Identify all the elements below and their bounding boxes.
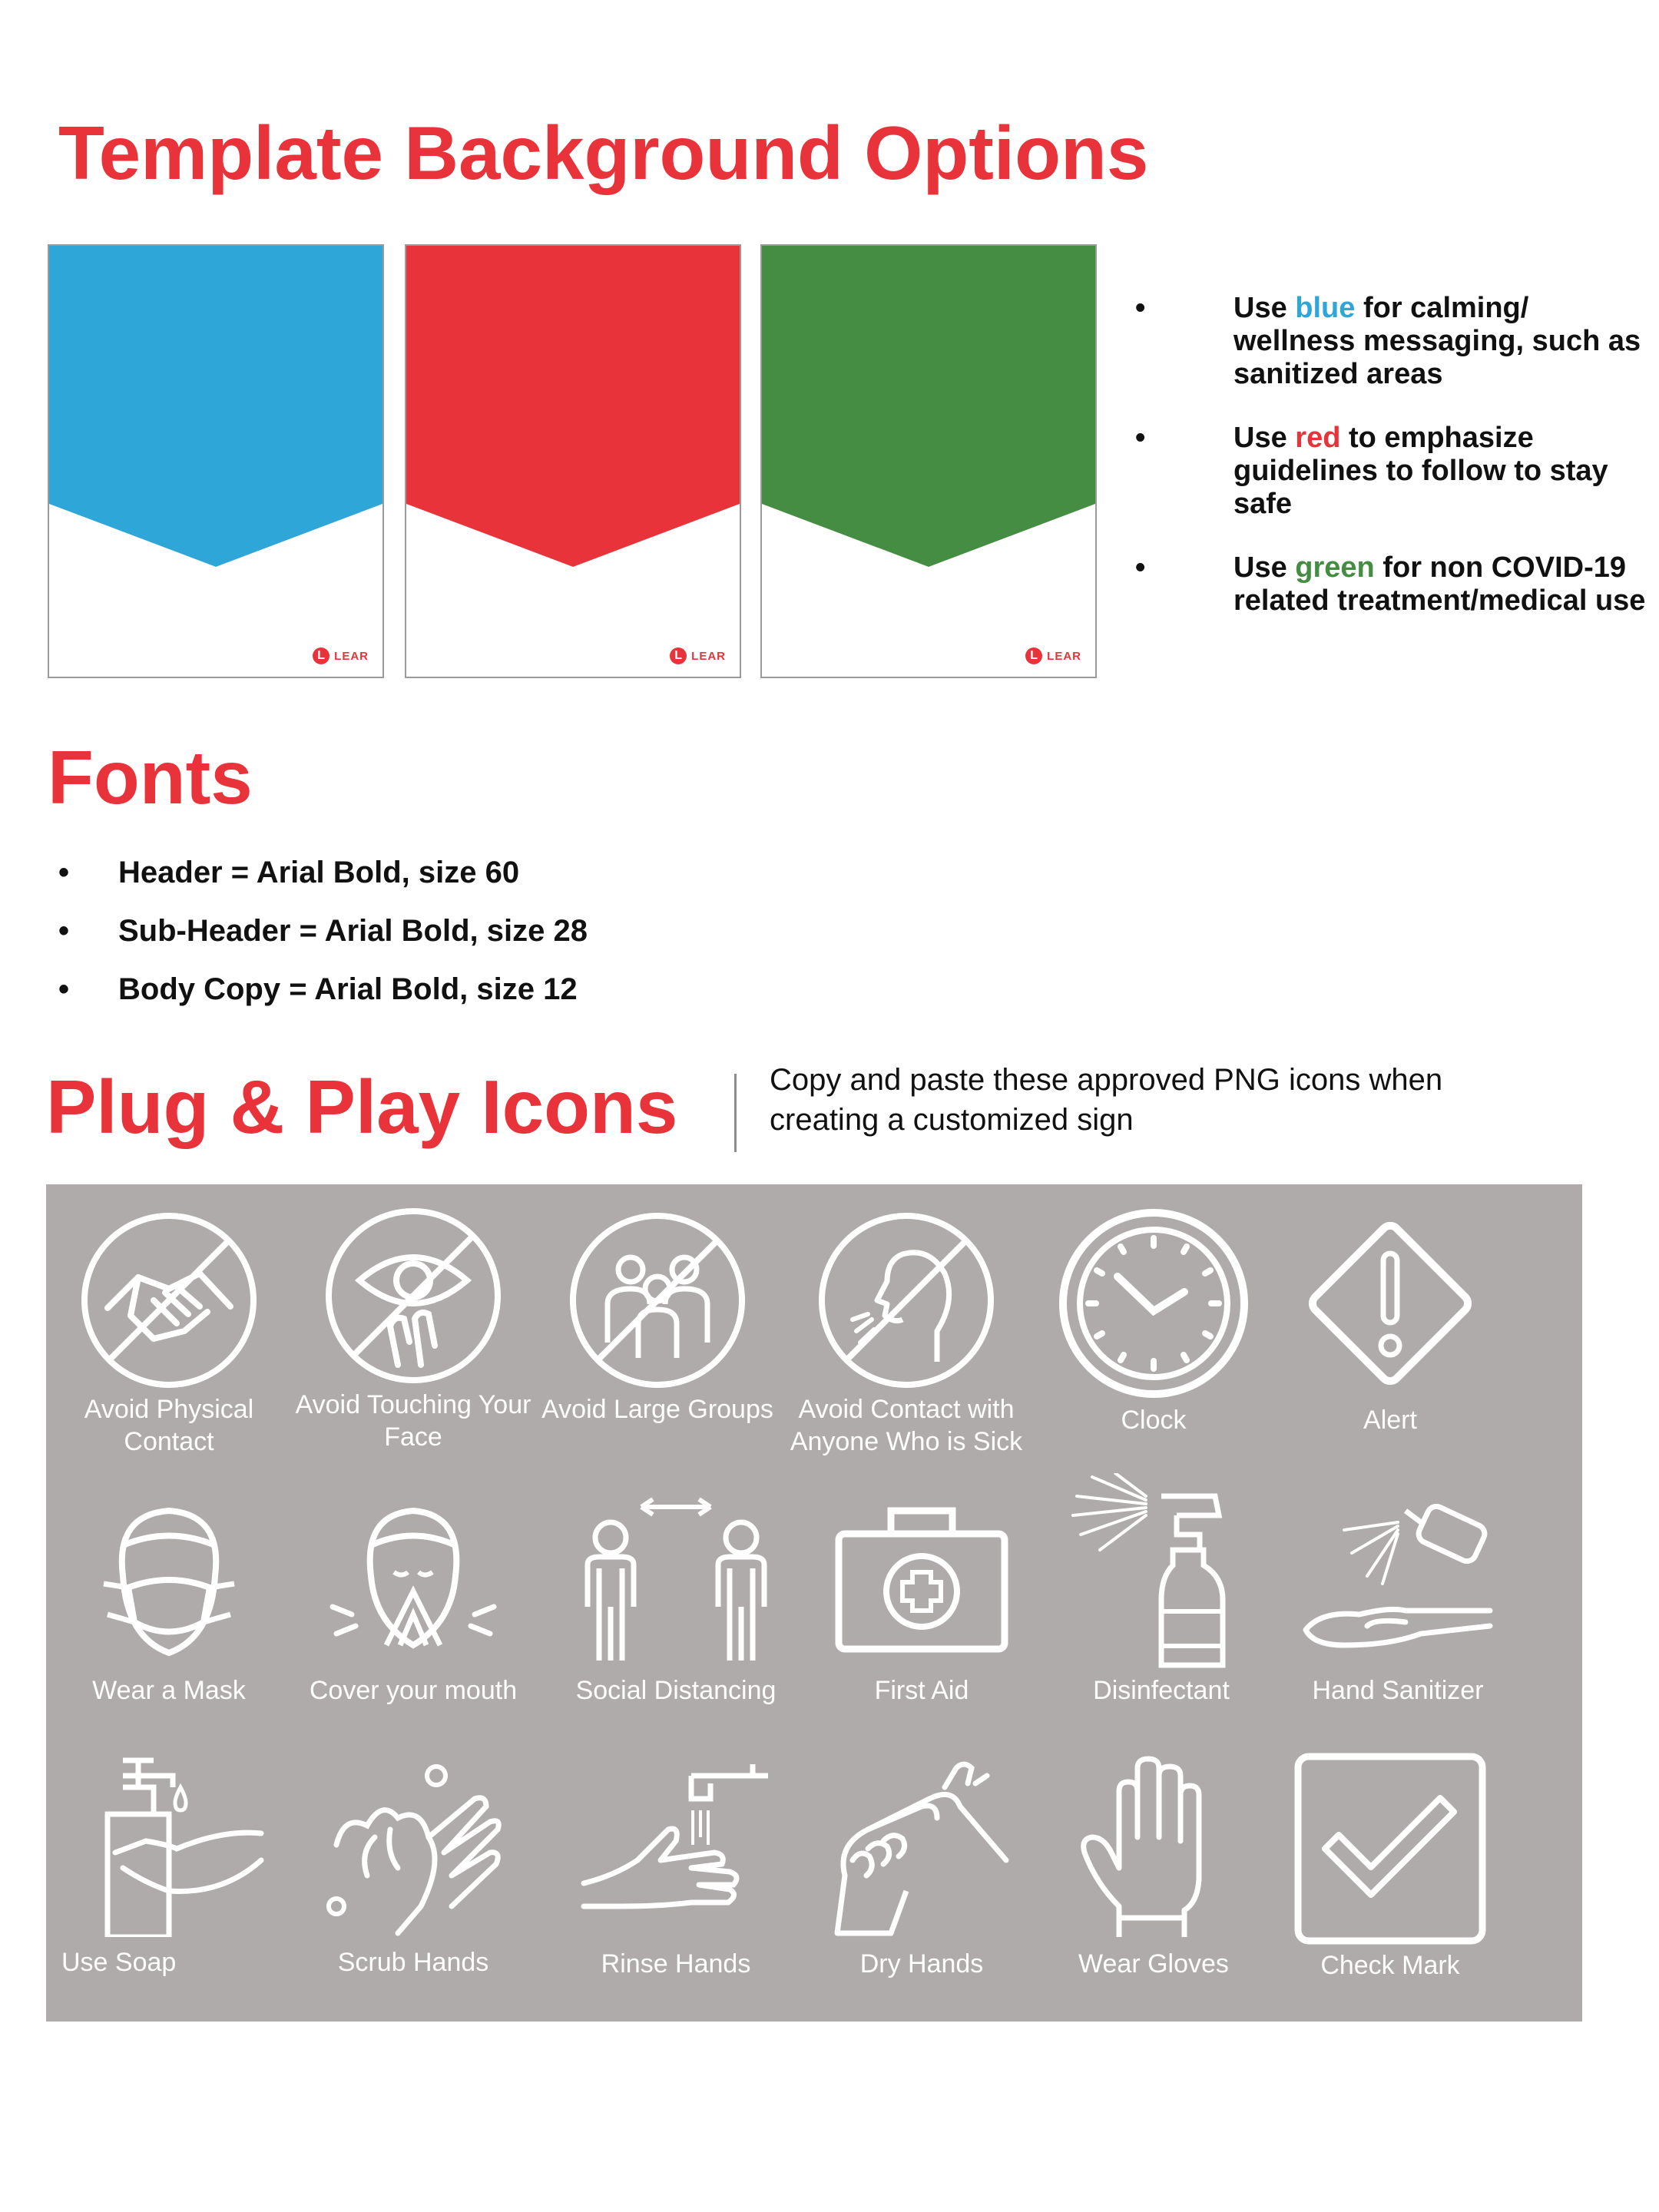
icon-tile[interactable] [1275, 1484, 1521, 1730]
icon-label: Alert [1363, 1406, 1417, 1435]
icon-tile[interactable] [290, 1492, 536, 1737]
icon-tile[interactable] [46, 1212, 292, 1458]
lear-logo: L LEAR [670, 647, 726, 664]
icon-tile[interactable] [46, 1753, 292, 1998]
icon-tile[interactable] [290, 1207, 536, 1453]
fonts-list [58, 854, 588, 1029]
icon-label: Wear a Mask [92, 1676, 246, 1705]
icon-label: Avoid Touching Your Face [295, 1390, 531, 1452]
no-face-touch-icon [325, 1207, 502, 1384]
icon-label: Dry Hands [859, 1949, 984, 1979]
mask-icon [81, 1492, 257, 1668]
icon-tile[interactable] [46, 1492, 292, 1737]
icon-tile[interactable] [1031, 1207, 1277, 1453]
icons-title: Plug & Play Icons [46, 1065, 678, 1149]
icon-label: Social Distancing [575, 1676, 777, 1705]
icon-tile[interactable] [799, 1492, 1045, 1737]
icon-panel [46, 1184, 1582, 2022]
icon-label: Wear Gloves [1078, 1949, 1229, 1979]
icon-label: Check Mark [1320, 1951, 1460, 1980]
icon-tile[interactable] [799, 1753, 1045, 1998]
color-usage-list [1135, 292, 1648, 648]
icon-tile[interactable] [290, 1753, 536, 1998]
scrub-hands-icon [313, 1753, 513, 1937]
icon-tile[interactable] [1038, 1473, 1284, 1719]
soap-icon [69, 1753, 269, 1937]
icon-label: Use Soap [61, 1948, 177, 1977]
alert-icon [1294, 1207, 1486, 1399]
no-groups-icon [569, 1212, 746, 1389]
template-red [405, 244, 741, 678]
icon-tile[interactable] [535, 1212, 780, 1458]
spray-bottle-icon [1061, 1473, 1261, 1673]
icon-label: Clock [1121, 1406, 1187, 1435]
list-item: • Header = Arial Bold, size 60 [58, 856, 520, 889]
icon-tile[interactable] [1267, 1753, 1513, 1998]
rinse-hands-icon [576, 1753, 776, 1937]
lear-logo: L LEAR [1025, 647, 1081, 664]
list-item: • Sub-Header = Arial Bold, size 28 [58, 914, 588, 948]
list-item: • Use green for non COVID-19 related treatment/medical use [1135, 551, 1646, 617]
fonts-title: Fonts [48, 735, 253, 820]
list-item: • Body Copy = Arial Bold, size 12 [58, 972, 578, 1006]
social-distancing-icon [568, 1492, 783, 1668]
list-item: • Use blue for calming/ wellness messaging, such as sanitized areas [1135, 292, 1641, 390]
icon-tile[interactable] [1267, 1207, 1513, 1453]
first-aid-icon [830, 1492, 1014, 1668]
dry-hands-icon [822, 1753, 1022, 1937]
icon-label: First Aid [874, 1676, 969, 1705]
icon-label: Avoid Large Groups [541, 1395, 773, 1424]
clock-icon [1058, 1207, 1250, 1399]
icon-tile[interactable] [1031, 1753, 1277, 1998]
icon-tile[interactable] [783, 1212, 1029, 1458]
glove-icon [1065, 1753, 1242, 1937]
icon-label: Cover your mouth [309, 1676, 518, 1705]
template-options-title: Template Background Options [58, 111, 1149, 195]
cover-mouth-icon [317, 1492, 509, 1668]
template-green [760, 244, 1097, 678]
icon-label: Rinse Hands [601, 1949, 751, 1979]
icon-label: Avoid Physical Contact [84, 1395, 254, 1456]
icons-note: Copy and paste these approved PNG icons when creating a customized sign [770, 1063, 1443, 1137]
template-blue [48, 244, 384, 678]
list-item: • Use red to emphasize guidelines to follow to stay safe [1135, 422, 1608, 520]
icon-label: Scrub Hands [337, 1948, 489, 1977]
icon-label: Hand Sanitizer [1312, 1676, 1484, 1705]
icon-label: Avoid Contact with Anyone Who is Sick [790, 1395, 1023, 1456]
icon-tile[interactable] [553, 1753, 799, 1998]
hand-sanitizer-icon [1298, 1484, 1498, 1668]
no-cough-icon [818, 1212, 995, 1389]
divider [734, 1074, 737, 1152]
no-handshake-icon [81, 1212, 257, 1389]
icon-label: Disinfectant [1093, 1676, 1230, 1705]
icon-tile[interactable] [553, 1492, 799, 1737]
check-mark-icon [1294, 1753, 1486, 1945]
lear-logo: L LEAR [313, 647, 369, 664]
